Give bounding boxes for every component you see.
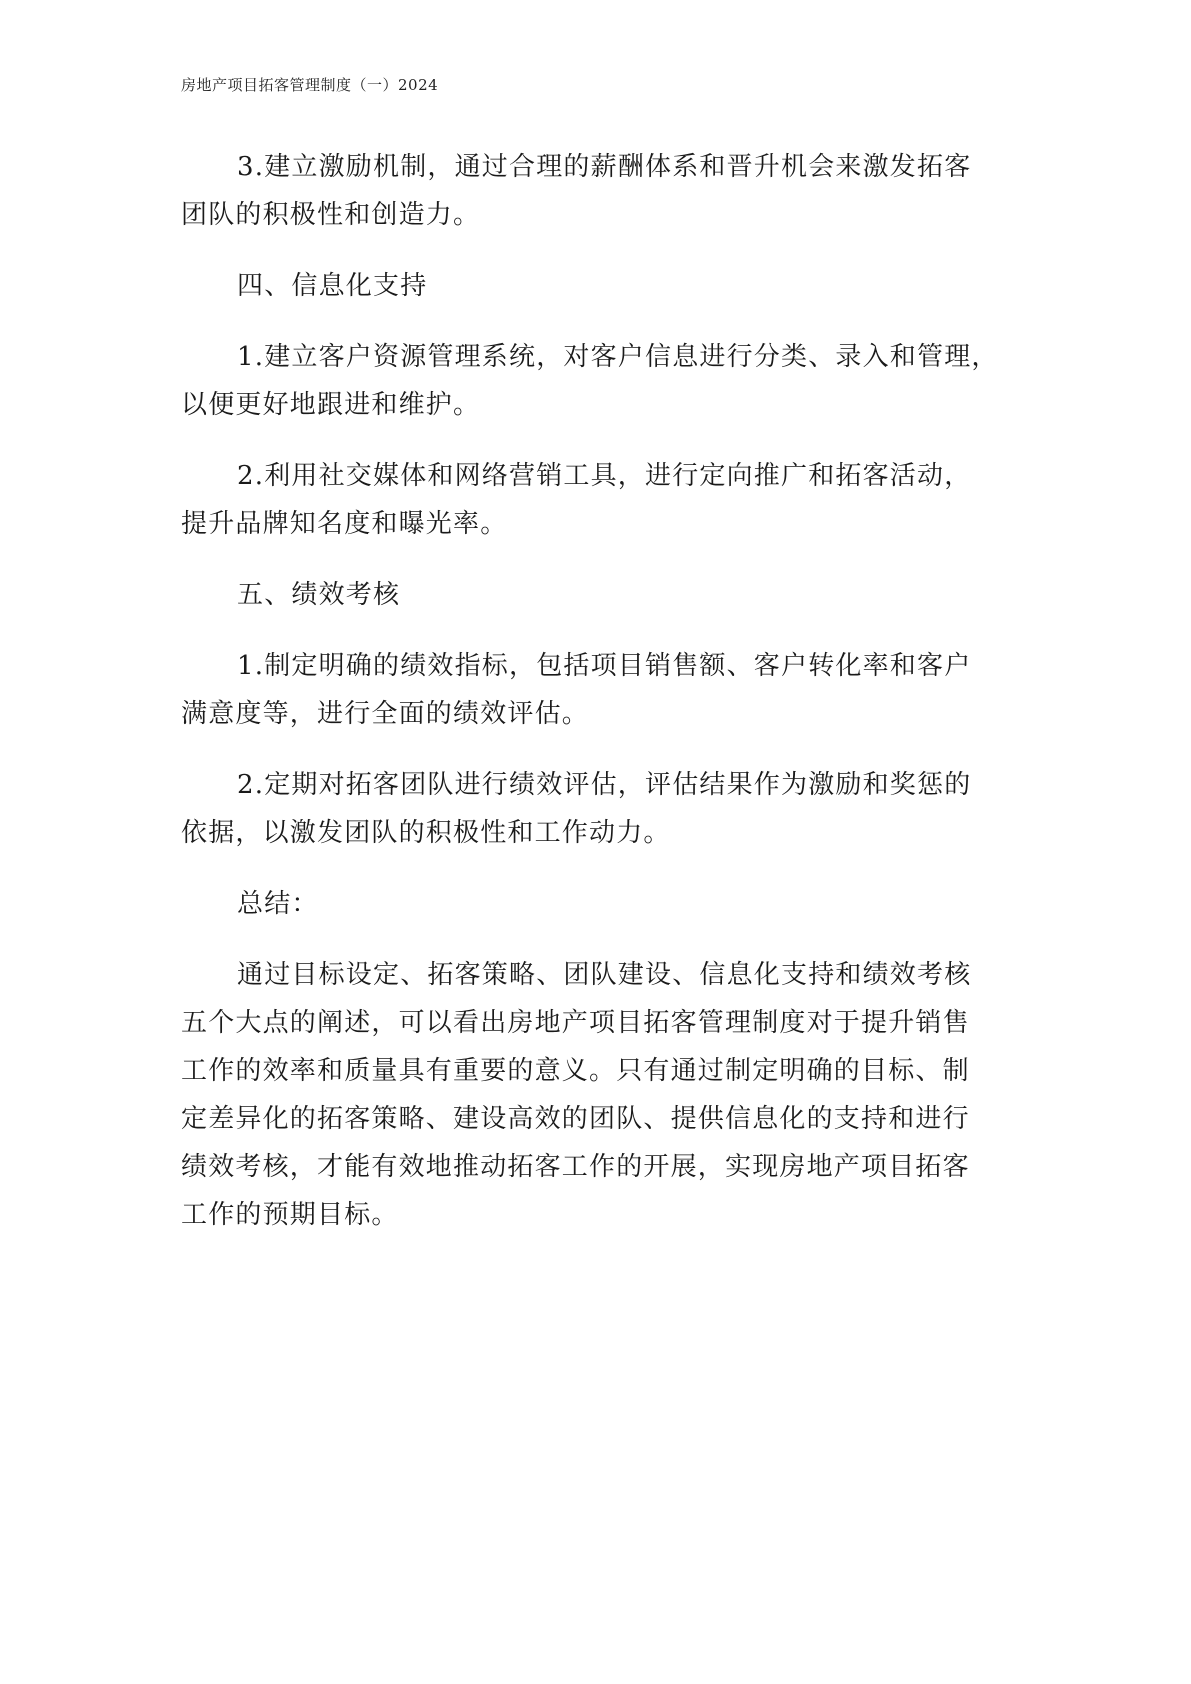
text-line: 提升品牌知名度和曝光率。 — [181, 509, 508, 539]
text-line: 依据，以激发团队的积极性和工作动力。 — [181, 818, 671, 848]
paragraph-performance-metrics — [181, 642, 1011, 738]
document-body — [181, 143, 1011, 1262]
text-line: 五个大点的阐述，可以看出房地产项目拓客管理制度对于提升销售 — [181, 1008, 970, 1038]
paragraph-performance-review — [181, 761, 1011, 857]
text-line: 团队的积极性和创造力。 — [181, 200, 481, 230]
text-line: 1.建立客户资源管理系统，对客户信息进行分类、录入和管理， — [237, 342, 999, 372]
text-line: 以便更好地跟进和维护。 — [181, 390, 481, 420]
text-line: 工作的预期目标。 — [181, 1200, 399, 1230]
text-line: 满意度等，进行全面的绩效评估。 — [181, 699, 590, 729]
text-line: 通过目标设定、拓客策略、团队建设、信息化支持和绩效考核 — [237, 960, 972, 990]
text-line: 定差异化的拓客策略、建设高效的团队、提供信息化的支持和进行 — [181, 1104, 970, 1134]
text-line: 3.建立激励机制，通过合理的薪酬体系和晋升机会来激发拓客 — [237, 152, 972, 182]
text-line: 绩效考核，才能有效地推动拓客工作的开展，实现房地产项目拓客 — [181, 1152, 970, 1182]
paragraph-summary — [181, 951, 1011, 1239]
paragraph-incentive-mechanism — [181, 143, 1011, 239]
text-line: 工作的效率和质量具有重要的意义。只有通过制定明确的目标、制 — [181, 1056, 970, 1086]
text-line: 2.定期对拓客团队进行绩效评估，评估结果作为激励和奖惩的 — [237, 770, 972, 800]
running-header: 房地产项目拓客管理制度（一）2024 — [181, 76, 439, 94]
section-heading-summary: 总结： — [237, 889, 319, 919]
section-heading-performance: 五、绩效考核 — [237, 580, 401, 610]
text-line: 1.制定明确的绩效指标，包括项目销售额、客户转化率和客户 — [237, 651, 972, 681]
section-heading-informatization: 四、信息化支持 — [237, 271, 428, 301]
text-line: 2.利用社交媒体和网络营销工具，进行定向推广和拓客活动， — [237, 461, 972, 491]
paragraph-social-media — [181, 452, 1011, 548]
paragraph-customer-system — [181, 333, 1011, 429]
